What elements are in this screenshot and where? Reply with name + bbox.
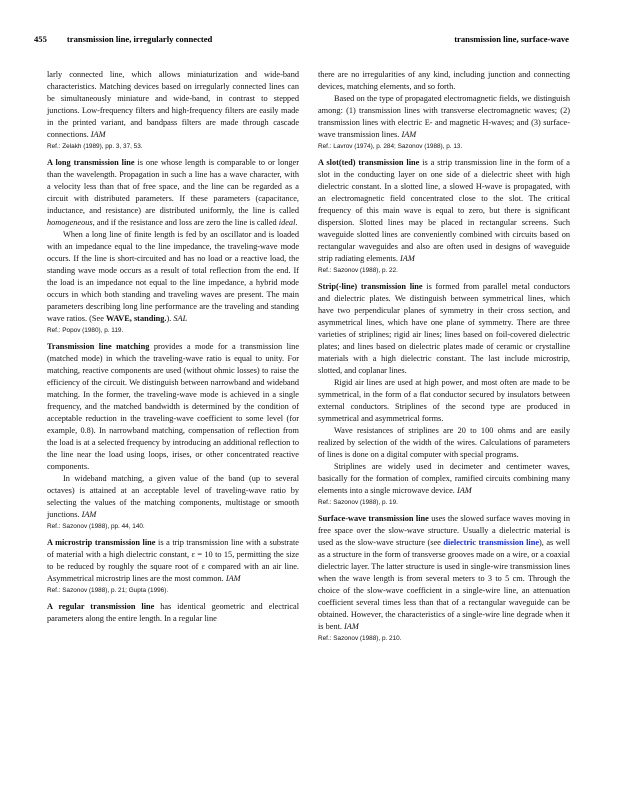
author-initials: SAL — [173, 314, 188, 323]
entry-term: Strip(-line) transmission line — [318, 282, 423, 291]
author-initials: IAM — [456, 486, 472, 495]
author-initials: IAM — [401, 130, 417, 139]
author-initials: IAM — [81, 510, 97, 519]
entry-term: Transmission line matching — [47, 342, 150, 351]
entry-paragraph: Wave resistances of striplines are 20 to 100 ohms and are easily realized by selection of the width of the wires. Calculations of parameters of lines is done on a digital computer with special programs. — [318, 426, 570, 459]
author-initials: IAM — [225, 574, 241, 583]
entry-surface-wave: Surface-wave transmission line uses the slowed surface waves moving in free space over the slow-wave structure. Usually a dielectric material is used as the slow-wave structure (see dielectric transmission line), as well as a structure in the form of transverse grooves made on a wire, or a coaxial dielectric layer. The latter structure is used in single-wire transmission lines when the wave length is from several meters to 3 to 5 cm. Through the choice of the slow-wave coefficient in a single-wire line, an attenuation coefficient several times less than that of a rectangular waveguide can be obtained. However, the characteristics of a single-wire line degrade when it is bent. IAM — [318, 514, 570, 631]
entry-paragraph: In wideband matching, a given value of the band (up to several octaves) is attained at an acceptable level of traveling-wave ratio by selecting the values of the matching components, multistage or smooth junctions. IAM — [47, 474, 299, 519]
reference: Ref.: Sazonov (1988), p. 21; Gupta (1996). — [47, 587, 169, 594]
entry-term: A microstrip transmission line — [47, 538, 156, 547]
entry-term: A regular transmission line — [47, 602, 155, 611]
continued-paragraph: there are no irregularities of any kind, including junction and connecting devices, matching elements, and so forth. — [318, 70, 570, 91]
reference: Ref.: Popov (1980), p. 119. — [47, 327, 124, 334]
author-initials: IAM — [400, 254, 415, 263]
entry-long-line: A long transmission line is one whose length is comparable to or longer than the wavelength. Propagation in such a line has a wave character, with a velocity less than that of free space, and the line can be regarded as a circuit with distributed parameters. If these parameters (capacitance, inductance, and resistance) are distributed uniformly, the line is called homogeneous, and if the resistance and loss are zero the line is called ideal. — [47, 158, 300, 227]
entry-paragraph: Striplines are widely used in decimeter and centimeter waves, basically for the formation of complex, ramified circuits combining many elements into a single microwave device. IAM — [318, 462, 570, 495]
right-column — [318, 69, 570, 649]
entry-slotted: A slot(ted) transmission line is a strip transmission line in the form of a slot in the conducting layer on one side of a dielectric sheet with high dielectric constant. In a slotted line, a slowed H-wave is propagated, with an electromagnetic field concentrated close to the slot. The critical frequency of this main wave is equal to zero, but there is significant dispersion. Slotted lines may be placed in rectangular screens. Such waveguide slotted lines are conveniently combined with circuits based on rectangular waveguides and also are often used in designs of waveguide strip radiating elements. IAM — [318, 158, 570, 263]
entry-term: A long transmission line — [47, 158, 135, 167]
author-initials: IAM — [344, 622, 359, 631]
page-number: 455 — [34, 34, 47, 44]
cross-reference: WAVE, standing. — [105, 314, 167, 323]
entry-paragraph: When a long line of finite length is fed by an oscillator and is loaded with an impedance equal to the line impedance, the traveling-wave mode occurs. If the line is short-circuited and has no load or a reactive load, the standing wave mode occurs as a result of total reflection from the end. If the load is an impedance not equal to the line impedance, a hybrid mode occurs in which both standing and traveling waves are present. The main parameters describing long line performance are the traveling and standing wave ratios. (See WAVE, standing.). SAL — [47, 230, 299, 323]
running-header-left — [34, 34, 212, 44]
entry-paragraph: Based on the type of propagated electromagnetic fields, we distinguish among: (1) transmission lines with transverse electromagnetic waves; (2) transmission lines with electric E- and magnetic H-waves; and (3) surface-wave transmission lines. IAM — [318, 94, 570, 139]
entry-regular: A regular transmission line has identical geometric and electrical parameters along the entire length. In a regular line — [47, 602, 300, 623]
left-running-head: transmission line, irregularly connected — [66, 34, 213, 44]
reference: Ref.: Lavrov (1974), p. 284; Sazonov (1988), p. 13. — [318, 143, 463, 150]
entry-term: A slot(ted) transmission line — [318, 158, 420, 167]
author-initials: IAM — [90, 130, 106, 139]
continued-paragraph: larly connected line, which allows miniaturization and wide-band characteristics. Matching devices based on irregularly connected lines can be simultaneously miniature and wide-band, in contrast to stepped junctions. Low-frequency filters and high-frequency filters are easily made in the printed variant, and bandpass filters are made through cascade connections. IAM — [47, 70, 299, 139]
reference: Ref.: Sazonov (1988), p. 210. — [318, 635, 402, 642]
entry-paragraph: Rigid air lines are used at high power, and most often are made to be symmetrical, in the form of a flat conductor secured by insulators between external conductors. Striplines of the second type are produced in symmetrical and asymmetrical forms. — [318, 378, 570, 423]
entry-strip: Strip(-line) transmission line is formed from parallel metal conductors and dielectric plates. We distinguish between symmetrical lines, which have two perpendicular planes of symmetry in their cross section, and asymmetrical lines, which have one plane of symmetry. There are three varieties of striplines; rigid air lines; lines based on foil-covered dielectric plates; and lines based on dielectric plates made of ceramic or crystalline materials with a high dielectric constant. The last include microstrip, slotted, and coplanar lines. — [318, 282, 570, 375]
entry-matching: Transmission line matching provides a mode for a transmission line (matched mode) in which the traveling-wave ratio is equal to unity. For matching, reactive components are used (without ohmic losses) to raise the efficiency of the circuit. We distinguish between narrowband and wideband matching. In the former, the traveling-wave mode is achieved in a single frequency, and the matched bandwidth is determined by the condition of acceptable reduction in the traveling-wave coefficient to some level (for example, 0.8). In narrowband matching, compensation of reflection from the load is at a selected frequency by introducing an additional reflection to the line near the load using loops, irises, or other concentrated reactive components. — [47, 342, 300, 471]
left-column — [47, 69, 299, 625]
reference: Ref.: Sazonov (1988), pp. 44, 140. — [47, 523, 145, 530]
reference: Ref.: Sazonov (1988), p. 22. — [318, 267, 398, 274]
reference: Ref.: Sazonov (1988), p. 19. — [318, 499, 398, 506]
entry-term: Surface-wave transmission line — [318, 514, 429, 523]
dielectric-line-link[interactable]: dielectric transmission line — [443, 538, 540, 547]
entry-microstrip: A microstrip transmission line is a trip transmission line with a substrate of material with a high dielectric constant, ε = 10 to 15, permitting the size to be reduced by roughly the square root of ε compared with an air line. Asymmetrical microstrip lines are the most common. IAM — [47, 538, 299, 583]
reference: Ref.: Zelakh (1989), pp. 3, 37, 53. — [47, 143, 143, 150]
right-running-head: transmission line, surface-wave — [454, 34, 569, 44]
